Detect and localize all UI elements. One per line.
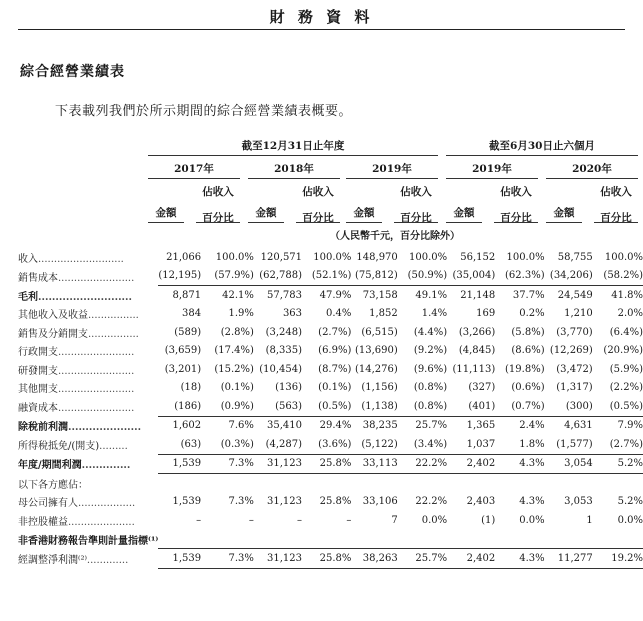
pct-rule-2018 (296, 222, 340, 223)
table-row (18, 454, 643, 474)
percent-cell: 25.8% (302, 454, 351, 474)
row-label: 研發開支 (18, 365, 58, 377)
table-row (18, 360, 643, 379)
percent-cell: (17.4%) (214, 345, 254, 357)
percent-cell: (2.7%) (609, 438, 643, 450)
year-rule-2019-interim (446, 178, 538, 179)
table-row (18, 323, 643, 342)
percent-cell: 0.0% (421, 514, 448, 526)
percent-cell: (3.6%) (318, 438, 352, 450)
leader-dots: ........................ (58, 384, 135, 396)
percent-cell: (0.7%) (511, 400, 545, 412)
percent-cell: 42.1% (201, 286, 254, 305)
amount-cell: (589) (174, 326, 202, 338)
year-rule-2019 (346, 178, 438, 179)
table-row (18, 397, 643, 416)
table-row (18, 248, 643, 267)
percent-cell: 25.8% (319, 496, 352, 508)
row-label-cell (18, 454, 158, 474)
percent-cell: (58.2%) (603, 270, 643, 282)
percent-cell: (52.1%) (311, 270, 352, 282)
percent-cell (398, 474, 447, 493)
year-header-2019-interim: 2019年 (472, 163, 512, 175)
percent-cell: 37.7% (495, 286, 544, 305)
amount-cell: – (297, 514, 303, 526)
percent-cell: 1.9% (228, 308, 254, 320)
row-label-cell (18, 549, 158, 569)
amount-cell: (186) (174, 400, 202, 412)
row-label: 收入 (18, 253, 38, 265)
percent-cell: (0.5%) (318, 400, 352, 412)
page-header-title: 財 務 資 料 (269, 8, 374, 26)
amount-cell: 1 (586, 514, 593, 526)
pct-rule-2020 (594, 222, 638, 223)
table-row (18, 286, 643, 305)
row-label-cell (18, 379, 158, 398)
percent-cell: (0.1%) (220, 382, 254, 394)
percent-cell: 7.3% (201, 454, 254, 474)
percent-cell: (8.7%) (318, 363, 352, 375)
amount-cell: 57,783 (254, 286, 302, 305)
annual-header-rule (148, 155, 438, 156)
pct-header-2017: 佔收入 百分比 (202, 186, 234, 224)
row-label-cell (18, 248, 158, 267)
percent-cell: (9.6%) (413, 363, 448, 375)
percent-cell: 4.3% (519, 496, 545, 508)
amount-cell: (13,690) (354, 345, 398, 357)
percent-cell (398, 530, 447, 549)
amount-cell: 1,852 (369, 308, 398, 320)
amount-cell: (3,201) (164, 363, 202, 375)
amount-cell: 2,402 (447, 549, 495, 569)
amount-header-2020: 金額 (553, 207, 575, 219)
amount-cell: (63) (180, 438, 202, 450)
row-label: 經調整淨利潤⁽²⁾ (18, 554, 87, 566)
percent-cell: 25.7% (398, 416, 447, 435)
amount-cell: (4,287) (265, 438, 303, 450)
percent-cell: 4.3% (495, 454, 544, 474)
amount-cell: (300) (565, 400, 593, 412)
amount-cell (254, 530, 302, 549)
leader-dots: ..................... (68, 516, 135, 528)
row-label: 母公司擁有人 (18, 498, 78, 510)
percent-cell: (4.4%) (413, 326, 448, 338)
leader-dots: ........................ (58, 403, 135, 414)
interim-period-header: 截至6月30日止六個月 (489, 140, 595, 152)
amount-cell: (136) (275, 382, 303, 394)
table-row (18, 530, 643, 549)
leader-dots: ........................... (38, 253, 124, 265)
amount-cell: (10,454) (259, 363, 303, 375)
unit-note: （人民幣千元，百分比除外） (330, 231, 460, 242)
percent-cell: 22.2% (415, 496, 448, 508)
percent-cell: (2.2%) (609, 382, 643, 394)
amount-cell: (3,770) (556, 326, 593, 338)
row-label-cell (18, 267, 158, 286)
percent-cell: (2.8%) (220, 326, 254, 338)
amount-cell: (563) (275, 400, 303, 412)
row-label-cell (18, 286, 158, 305)
percent-cell: 7.3% (201, 549, 254, 569)
header-rule (18, 29, 625, 30)
amount-cell: 33,106 (362, 496, 398, 508)
amount-cell: (3,659) (164, 345, 202, 357)
amount-cell: 4,631 (545, 416, 593, 435)
amount-cell: 11,277 (545, 549, 593, 569)
section-title: 綜合經營業績表 (20, 64, 125, 80)
table-row (18, 416, 643, 435)
year-rule-2020 (546, 178, 638, 179)
intro-paragraph: 下表載列我們於所示期間的綜合經營業績表概要。 (55, 104, 353, 119)
amount-cell: 31,123 (254, 454, 302, 474)
amount-cell: 31,123 (267, 496, 303, 508)
amount-cell: 1,539 (158, 454, 201, 474)
leader-dots: ........................... (38, 291, 132, 303)
percent-cell: 100.0% (313, 251, 352, 263)
row-label-cell (18, 416, 158, 435)
percent-cell (495, 530, 544, 549)
interim-header-rule (446, 155, 638, 156)
amount-cell: 1,210 (564, 308, 593, 320)
amount-cell: 33,113 (351, 454, 397, 474)
leader-dots: ......... (99, 441, 128, 452)
year-header-2018: 2018年 (274, 163, 314, 175)
amount-cell: (4,845) (458, 345, 496, 357)
leader-dots: ........................ (58, 347, 135, 359)
year-rule-2017 (148, 178, 240, 179)
amount-header-2018: 金額 (255, 207, 277, 219)
percent-cell: 2.0% (617, 308, 643, 320)
percent-cell: (15.2%) (214, 363, 254, 375)
amount-rule-2019 (346, 222, 382, 223)
percent-cell: 7.3% (228, 496, 254, 508)
amount-rule-2017 (148, 222, 184, 223)
row-label-cell (18, 530, 158, 549)
row-label-cell (18, 360, 158, 379)
table-row (18, 379, 643, 398)
amount-cell: (18) (180, 382, 202, 394)
percent-cell: 41.8% (593, 286, 643, 305)
row-label-cell (18, 435, 158, 454)
percent-cell: 0.0% (617, 514, 643, 526)
percent-cell: (0.8%) (413, 382, 448, 394)
amount-cell (545, 474, 593, 493)
row-label: 融資成本 (18, 403, 58, 414)
amount-cell: 148,970 (356, 251, 398, 263)
amount-cell: (3,248) (265, 326, 303, 338)
amount-cell: 3,053 (564, 496, 593, 508)
amount-cell: 56,152 (460, 251, 496, 263)
amount-cell: (62,788) (259, 270, 303, 282)
amount-cell: (12,195) (158, 270, 202, 282)
row-label: 毛利 (18, 291, 38, 303)
amount-header-2019: 金額 (353, 207, 375, 219)
amount-cell: 120,571 (260, 251, 303, 263)
year-header-2017: 2017年 (174, 163, 214, 175)
amount-cell: 1,539 (172, 496, 202, 508)
percent-cell: (0.3%) (220, 438, 254, 450)
row-label: 以下各方應佔： (18, 479, 88, 491)
percent-cell (201, 474, 254, 493)
amount-cell: (1,138) (361, 400, 398, 412)
row-label: 年度/期間利潤 (18, 460, 82, 472)
amount-cell: (14,276) (354, 363, 398, 375)
percent-cell: (9.2%) (413, 345, 448, 357)
percent-cell: 4.3% (495, 549, 544, 569)
percent-cell: (0.1%) (318, 382, 352, 394)
amount-cell: (327) (468, 382, 496, 394)
row-label-cell (18, 474, 158, 493)
amount-cell: (3,266) (458, 326, 496, 338)
amount-cell: (11,113) (452, 363, 496, 375)
amount-cell: (12,269) (549, 345, 593, 357)
annual-period-header: 截至12月31日止年度 (241, 140, 345, 152)
results-table (18, 248, 643, 569)
percent-cell: (62.3%) (505, 270, 545, 282)
pct-header-2020: 佔收入 百分比 (600, 186, 632, 224)
percent-cell: 2.4% (495, 416, 544, 435)
table-row (18, 474, 643, 493)
percent-cell: 49.1% (398, 286, 447, 305)
row-label: 非香港財務報告準則計量指標⁽¹⁾ (18, 535, 159, 547)
percent-cell: (6.4%) (609, 326, 643, 338)
percent-cell: (0.9%) (220, 400, 254, 412)
amount-rule-2018 (248, 222, 284, 223)
percent-cell: (5.8%) (511, 326, 545, 338)
pct-header-2019: 佔收入 百分比 (400, 186, 432, 224)
percent-cell: 100.0% (506, 251, 545, 263)
amount-cell (545, 530, 593, 549)
percent-cell: 25.7% (398, 549, 447, 569)
percent-cell: (19.8%) (505, 363, 545, 375)
pct-header-2019-interim: 佔收入 百分比 (500, 186, 532, 224)
amount-cell: 21,066 (166, 251, 202, 263)
row-label-cell (18, 323, 158, 342)
percent-cell: 100.0% (604, 251, 643, 263)
amount-cell (158, 530, 201, 549)
percent-cell: (0.6%) (511, 382, 545, 394)
amount-header-2017: 金額 (155, 207, 177, 219)
amount-cell: 1,602 (158, 416, 201, 435)
results-table-body (18, 248, 643, 568)
percent-cell: (6.9%) (318, 345, 352, 357)
percent-cell: (5.9%) (609, 363, 643, 375)
table-row (18, 435, 643, 454)
percent-cell: 100.0% (409, 251, 448, 263)
leader-dots: ................ (88, 310, 139, 322)
row-label-cell (18, 397, 158, 416)
amount-cell: (8,335) (265, 345, 303, 357)
amount-cell: (1,317) (556, 382, 593, 394)
percent-cell: (0.8%) (413, 400, 448, 412)
percent-cell: 0.4% (325, 308, 352, 320)
amount-cell: 24,549 (545, 286, 593, 305)
amount-cell: 3,054 (545, 454, 593, 474)
amount-cell: 1,037 (466, 438, 496, 450)
percent-cell: 7.9% (593, 416, 643, 435)
percent-cell: (50.9%) (407, 270, 448, 282)
leader-dots: ..................... (68, 422, 142, 433)
amount-header-2019-interim: 金額 (453, 207, 475, 219)
percent-cell: 29.4% (302, 416, 351, 435)
amount-rule-2020 (546, 222, 582, 223)
leader-dots: ............. (86, 554, 129, 566)
leader-dots: ................ (88, 328, 139, 340)
amount-cell: 21,148 (447, 286, 495, 305)
amount-cell: 169 (476, 308, 496, 320)
amount-cell: 35,410 (254, 416, 302, 435)
amount-rule-2019-interim (446, 222, 482, 223)
amount-cell: 7 (391, 514, 398, 526)
year-rule-2018 (248, 178, 340, 179)
percent-cell: 5.2% (617, 496, 643, 508)
percent-cell: 19.2% (593, 549, 643, 569)
percent-cell: 100.0% (215, 251, 254, 263)
percent-cell: (3.4%) (413, 438, 448, 450)
amount-cell (447, 530, 495, 549)
percent-cell: – (248, 514, 254, 526)
percent-cell: 5.2% (593, 454, 643, 474)
leader-dots: .............. (81, 460, 131, 472)
row-label-cell (18, 305, 158, 324)
percent-cell: 22.2% (398, 454, 447, 474)
amount-cell (158, 474, 201, 493)
leader-dots: .................. (78, 498, 136, 510)
percent-cell: (8.6%) (511, 345, 545, 357)
row-label: 其他收入及收益 (18, 310, 88, 322)
amount-cell: (5,122) (361, 438, 398, 450)
amount-cell: (35,004) (452, 270, 496, 282)
percent-cell: 25.8% (302, 549, 351, 569)
table-row (18, 342, 643, 361)
table-row (18, 267, 643, 286)
amount-cell: 38,263 (351, 549, 397, 569)
row-label-cell (18, 511, 158, 530)
pct-rule-2017 (196, 222, 240, 223)
percent-cell: 1.4% (421, 308, 448, 320)
amount-cell: 8,871 (158, 286, 201, 305)
table-row (18, 305, 643, 324)
pct-rule-2019 (394, 222, 438, 223)
pct-header-2018: 佔收入 百分比 (302, 186, 334, 224)
amount-cell: 1,365 (447, 416, 495, 435)
amount-cell (351, 474, 397, 493)
percent-cell: – (346, 514, 352, 526)
amount-cell: (1,156) (361, 382, 398, 394)
percent-cell (302, 474, 351, 493)
amount-cell: (401) (468, 400, 496, 412)
amount-cell: – (196, 514, 202, 526)
leader-dots: ........................ (58, 272, 135, 284)
amount-cell: 2,403 (466, 496, 496, 508)
amount-cell: (6,515) (361, 326, 398, 338)
percent-cell (593, 530, 643, 549)
percent-cell: (20.9%) (603, 345, 643, 357)
percent-cell: 7.6% (201, 416, 254, 435)
amount-cell: 1,539 (158, 549, 201, 569)
percent-cell: 47.9% (302, 286, 351, 305)
row-label: 銷售成本 (18, 272, 58, 284)
amount-cell: 58,755 (557, 251, 593, 263)
amount-cell: (1,577) (556, 438, 593, 450)
row-label-cell (18, 342, 158, 361)
amount-cell: 38,235 (351, 416, 397, 435)
leader-dots: ........................ (58, 365, 135, 377)
percent-cell: (0.5%) (609, 400, 643, 412)
amount-cell: 2,402 (447, 454, 495, 474)
amount-cell (351, 530, 397, 549)
amount-cell: (75,812) (354, 270, 398, 282)
amount-cell: (3,472) (556, 363, 593, 375)
row-label: 其他開支 (18, 384, 58, 396)
percent-cell (201, 530, 254, 549)
table-row (18, 493, 643, 512)
amount-cell (447, 474, 495, 493)
percent-cell (593, 474, 643, 493)
row-label: 所得稅抵免/(開支) (18, 441, 100, 452)
amount-cell: 73,158 (351, 286, 397, 305)
amount-cell: 31,123 (254, 549, 302, 569)
row-label: 非控股權益 (18, 516, 68, 528)
amount-cell (254, 474, 302, 493)
row-label: 行政開支 (18, 347, 58, 359)
percent-cell: (2.7%) (318, 326, 352, 338)
table-row (18, 511, 643, 530)
percent-cell: 0.2% (519, 308, 545, 320)
percent-cell: (57.9%) (214, 270, 254, 282)
percent-cell (302, 530, 351, 549)
year-header-2019: 2019年 (372, 163, 412, 175)
year-header-2020: 2020年 (572, 163, 612, 175)
pct-rule-2019-interim (494, 222, 538, 223)
table-row (18, 549, 643, 569)
amount-cell: (34,206) (549, 270, 593, 282)
percent-cell (495, 474, 544, 493)
amount-cell: (1) (481, 514, 496, 526)
amount-cell: 363 (282, 308, 303, 320)
row-label: 銷售及分銷開支 (18, 328, 88, 340)
percent-cell: 1.8% (519, 438, 545, 450)
page-header (0, 0, 643, 32)
row-label: 除稅前利潤 (18, 422, 68, 433)
amount-cell: 384 (182, 308, 202, 320)
row-label-cell (18, 493, 158, 512)
percent-cell: 0.0% (519, 514, 545, 526)
